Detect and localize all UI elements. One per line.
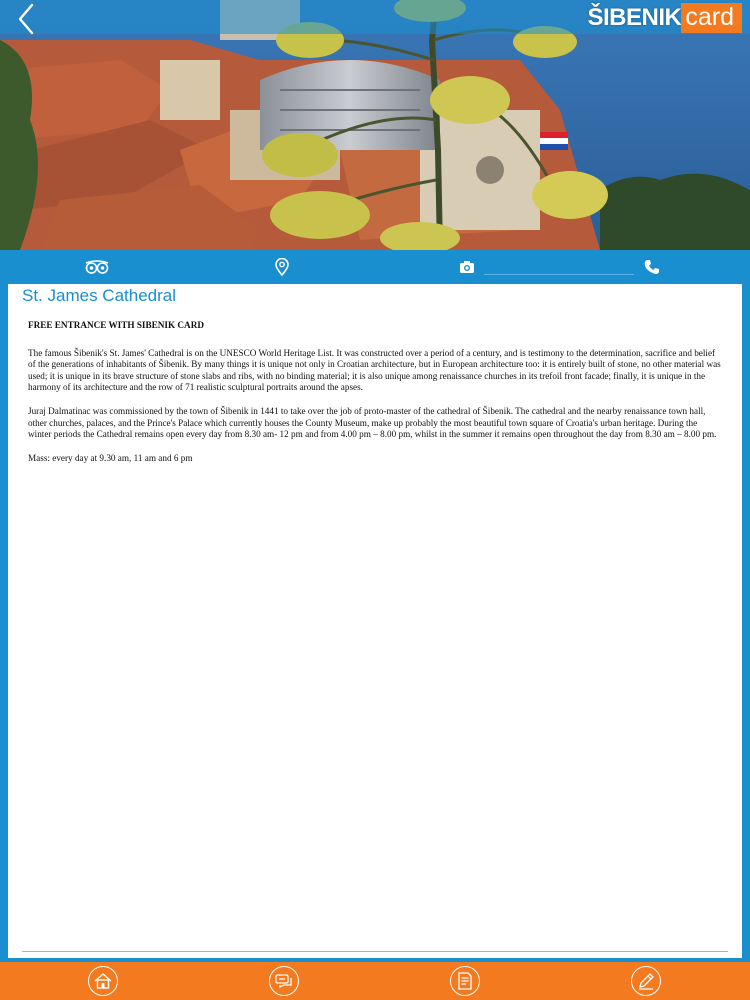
back-button[interactable] (10, 2, 44, 36)
article-paragraph: Juraj Dalmatinac was commissioned by the town of Šibenik in 1441 to take over the job of proto-master of the cathedral of Šibenik. The cathedral and the nearby renaissance town hall, other churches, palaces, and the Prince's Palace which currently houses the County Museum, make up probably the most beautiful town square of Croatia's urban heritage. During the winter periods the Cathedral remains open every day from 8.30 am- 12 pm and from 4.00 pm – 8.00 pm, whilst in the summer it remains open throughout the day from 8.30 am – 8.00 pm. (28, 405, 717, 440)
sibenik-card-logo (588, 2, 743, 34)
nav-document-button[interactable] (450, 966, 480, 996)
nav-chat-button[interactable] (269, 966, 299, 996)
page-title: St. James Cathedral (22, 286, 177, 305)
content-panel (8, 284, 742, 958)
camera-icon (459, 260, 475, 274)
panel-divider (22, 951, 728, 952)
article-body (28, 320, 722, 476)
document-icon (457, 972, 473, 990)
phone-icon (644, 259, 660, 275)
tab-phone[interactable] (622, 250, 682, 284)
nav-pen-button[interactable] (631, 966, 661, 996)
tripadvisor-icon (84, 259, 110, 275)
logo-text-card: card (681, 3, 742, 33)
map-pin-icon (275, 258, 289, 276)
info-tab-bar (0, 250, 750, 284)
tab-divider (484, 274, 634, 275)
tab-location[interactable] (252, 250, 312, 284)
hero-image (0, 0, 750, 250)
tab-tripadvisor[interactable] (67, 250, 127, 284)
entrance-headline: FREE ENTRANCE WITH SIBENIK CARD (28, 320, 204, 330)
cathedral-photo (0, 0, 750, 250)
chevron-left-icon (10, 2, 44, 36)
chat-icon (275, 973, 293, 989)
article-paragraph: The famous Šibenik's St. James' Cathedral is on the UNESCO World Heritage List. It was constructed over a period of a century, and is testimony to the determination, sacrifice and belief of the generations of inhabitants of Šibenik. By many things it is unique not only in Croatian architecture, but in European architecture too: it is entirely built of stone, no other material was used; it is unique in its brave structure of stone slabs and ribs, with no binding material; it is also unique among renaissance churches in its trefoil front facade; finally, it is unique in the harmony of its architecture and the row of 71 realistic sculptural portraits around the apses. (28, 347, 721, 393)
bottom-navigation (0, 962, 750, 1000)
pen-icon (637, 972, 655, 990)
home-icon (94, 973, 112, 989)
tab-gallery[interactable] (437, 250, 497, 284)
nav-home-button[interactable] (88, 966, 118, 996)
logo-text-main: ŠIBENIK (587, 4, 682, 31)
mass-times: Mass: every day at 9.30 am, 11 am and 6 pm (28, 452, 193, 463)
